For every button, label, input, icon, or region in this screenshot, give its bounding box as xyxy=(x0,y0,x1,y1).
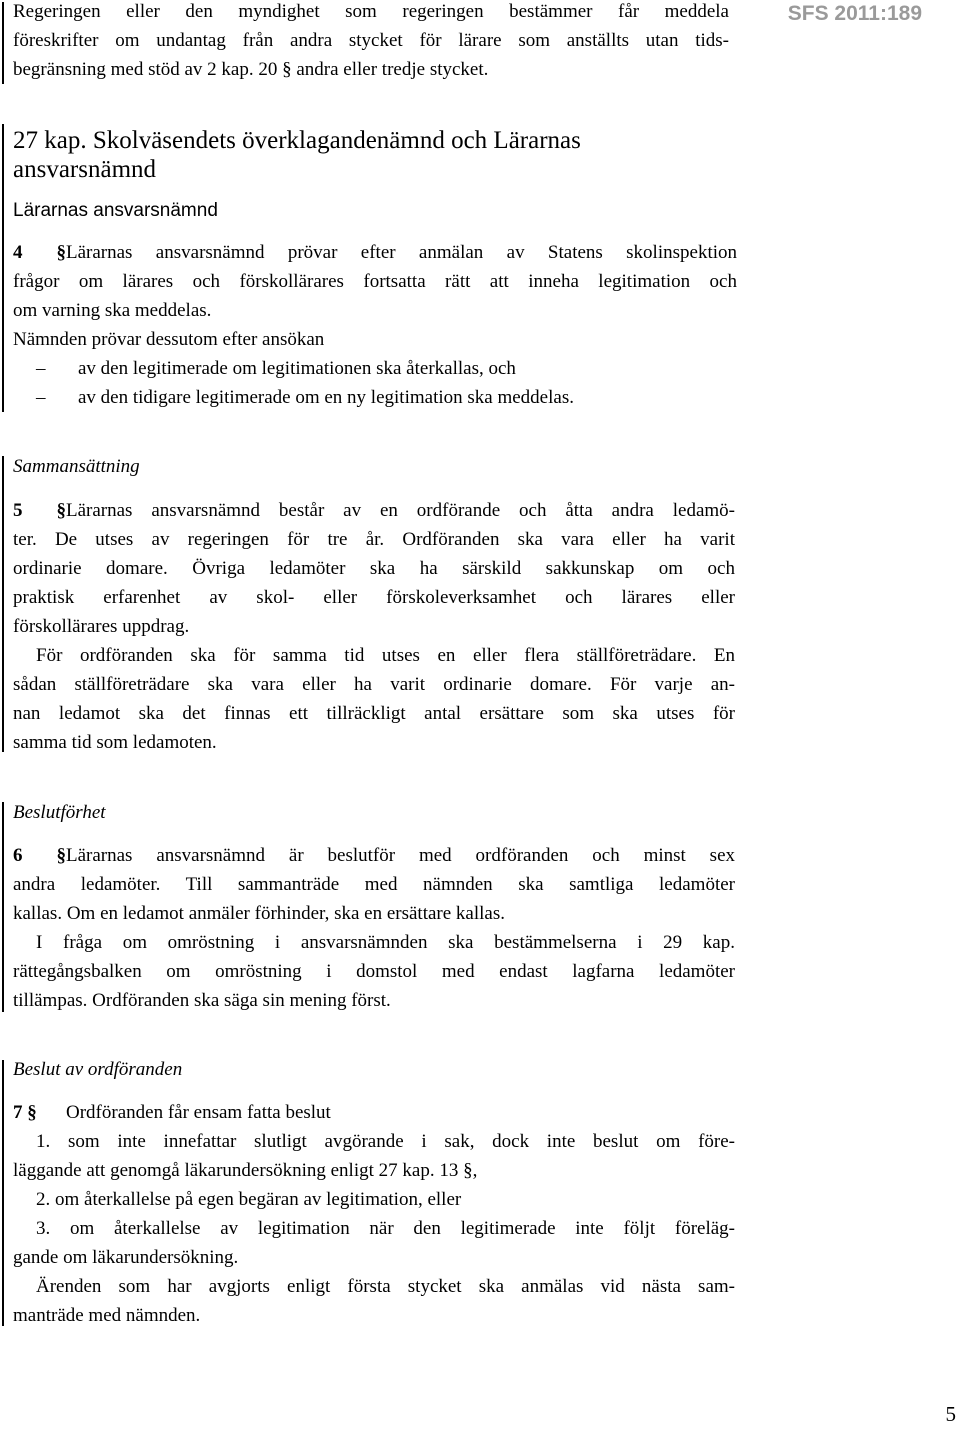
header-paragraph xyxy=(13,0,729,84)
text-line: 7 § Ordföranden får ensam fatta beslut xyxy=(13,1098,735,1127)
text-line: gande om läkarundersökning. xyxy=(13,1247,239,1268)
section-4 xyxy=(13,238,737,412)
paragraph-number: 5 § xyxy=(13,500,66,521)
text-line: manträde med nämnden. xyxy=(13,1305,201,1326)
list-item: 2. om återkallelse på egen begäran av legitimation, eller xyxy=(36,1189,462,1210)
section-heading: Sammansättning xyxy=(13,456,140,477)
section-heading: Lärarnas ansvarsnämnd xyxy=(13,200,218,221)
chapter-title-line: 27 kap. Skolväsendets överklagandenämnd och Lärarnas xyxy=(13,127,581,154)
section-6 xyxy=(13,841,735,1015)
text-line: Regeringen eller den myndighet som regeringen bestämmer får meddela xyxy=(13,1,729,22)
paragraph-number: 4 § xyxy=(13,242,66,263)
change-bar xyxy=(2,2,4,84)
section-7 xyxy=(13,1098,735,1330)
dash-bullet: – xyxy=(36,387,46,408)
sfs-number: SFS 2011:189 xyxy=(787,2,922,25)
text-line: För ordföranden ska för samma tid utses en eller flera ställföreträdare. En xyxy=(36,645,735,666)
text-line: praktisk erfarenhet av skol- eller förskoleverksamhet och lärares eller xyxy=(13,587,735,608)
text-line: I fråga om omröstning i ansvarsnämnden ska bestämmelserna i 29 kap. xyxy=(36,932,735,953)
text-line: om varning ska meddelas. xyxy=(13,300,212,321)
text-line: förskollärares uppdrag. xyxy=(13,616,190,637)
change-bar xyxy=(2,802,4,1012)
text-line: läggande att genomgå läkarundersökning enligt 27 kap. 13 §, xyxy=(13,1160,478,1181)
text-line: 5 §Lärarnas ansvarsnämnd består av en ordförande och åtta andra ledamö- xyxy=(13,496,735,525)
text-line: tillämpas. Ordföranden ska säga sin mening först. xyxy=(13,990,391,1011)
paragraph-number: 7 § xyxy=(13,1102,37,1123)
change-bar xyxy=(2,456,4,752)
change-bar xyxy=(2,1060,4,1326)
text-line: kallas. Om en ledamot anmäler förhinder, ska en ersättare kallas. xyxy=(13,903,505,924)
text-line: 6 §Lärarnas ansvarsnämnd är beslutför med ordföranden och minst sex xyxy=(13,841,735,870)
chapter-title-line: ansvarsnämnd xyxy=(13,156,157,183)
text-line: sådan ställföreträdare ska vara eller ha varit ordinarie domare. För varje an- xyxy=(13,674,735,695)
text-line: frågor om lärares och förskollärares fortsatta rätt att inneha legitimation och xyxy=(13,271,737,292)
list-item: – av den tidigare legitimerade om en ny legitimation ska meddelas. xyxy=(13,383,737,412)
page-number: 5 xyxy=(945,1402,956,1426)
section-heading: Beslutförhet xyxy=(13,802,106,823)
section-5 xyxy=(13,496,735,757)
text-line: ordinarie domare. Övriga ledamöter ska ha särskild sakkunskap om och xyxy=(13,558,735,579)
text-line: ter. De utses av regeringen för tre år. Ordföranden ska vara eller ha varit xyxy=(13,529,735,550)
list-item: 1. som inte innefattar slutligt avgörande i sak, dock inte beslut om före- xyxy=(36,1131,735,1152)
change-bar xyxy=(2,124,4,412)
text-line: andra ledamöter. Till sammanträde med nämnden ska samtliga ledamöter xyxy=(13,874,735,895)
section-heading: Beslut av ordföranden xyxy=(13,1059,183,1080)
text-line: nan ledamot ska det finnas ett tillräckligt antal ersättare som ska utses för xyxy=(13,703,735,724)
dash-bullet: – xyxy=(36,358,46,379)
text-line: Ärenden som har avgjorts enligt första stycket ska anmälas vid nästa sam- xyxy=(36,1276,735,1297)
list-item: 3. om återkallelse av legitimation när den legitimerade inte följt föreläg- xyxy=(36,1218,735,1239)
list-item: – av den legitimerade om legitimationen ska återkallas, och xyxy=(13,354,737,383)
text-line: begränsning med stöd av 2 kap. 20 § andra eller tredje stycket. xyxy=(13,59,489,80)
text-line: föreskrifter om undantag från andra stycket för lärare som anställts utan tids- xyxy=(13,30,729,51)
chapter-heading xyxy=(13,126,581,184)
paragraph-number: 6 § xyxy=(13,845,66,866)
text-line: rättegångsbalken om omröstning i domstol med endast lagfarna ledamöter xyxy=(13,961,735,982)
text-line: samma tid som ledamoten. xyxy=(13,732,217,753)
text-line: Nämnden prövar dessutom efter ansökan xyxy=(13,329,325,350)
text-line: 4 §Lärarnas ansvarsnämnd prövar efter anmälan av Statens skolinspektion xyxy=(13,238,737,267)
